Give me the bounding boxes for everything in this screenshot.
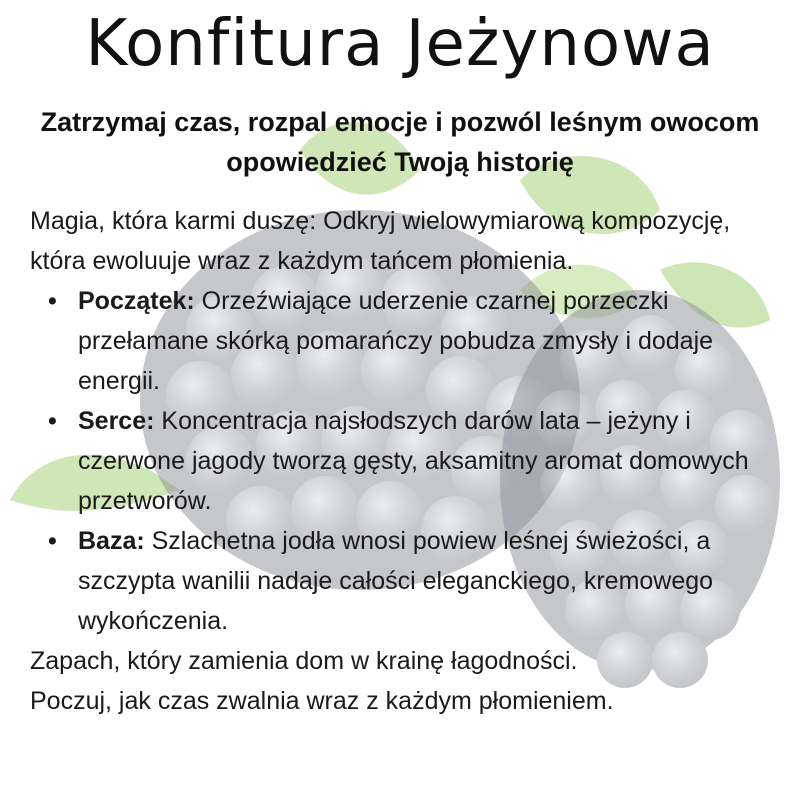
note-label: Serce: [78, 407, 155, 435]
subtitle: Zatrzymaj czas, rozpal emocje i pozwól leśnym owocom opowiedzieć Twoją historię [40, 107, 760, 177]
note-base [48, 521, 780, 641]
note-text: Orzeźwiające uderzenie czarnej porzeczki przełamane skórką pomarańczy pobudza zmysły i dodaje energii. [78, 287, 714, 395]
note-label: Baza: [78, 527, 145, 555]
bullet-icon: • [48, 287, 57, 315]
note-text: Szlachetna jodła wnosi powiew leśnej świeżości, a szczypta wanilii nadaje całości eleganckiego, kremowego wykończenia. [78, 527, 714, 635]
note-top [48, 281, 780, 401]
note-text: Koncentracja najsłodszych darów lata – jeżyny i czerwone jagody tworzą gęsty, aksamitny aromat domowych przetworów. [78, 407, 749, 515]
closing-line-2: Poczuj, jak czas zwalnia wraz z każdym płomieniem. [30, 687, 614, 715]
scent-notes-list [30, 281, 780, 641]
note-heart [48, 401, 780, 521]
bullet-icon: • [48, 407, 57, 435]
note-label: Początek: [78, 287, 195, 315]
closing-line-1: Zapach, który zamienia dom w krainę łagodności. [30, 647, 578, 675]
page-title: Konfitura Jeżynowa [85, 7, 715, 81]
intro-paragraph: Magia, która karmi duszę: Odkryj wielowymiarową kompozycję, która ewoluuje wraz z każdym tańcem płomienia. [30, 207, 731, 275]
bullet-icon: • [48, 527, 57, 555]
description [30, 201, 780, 721]
